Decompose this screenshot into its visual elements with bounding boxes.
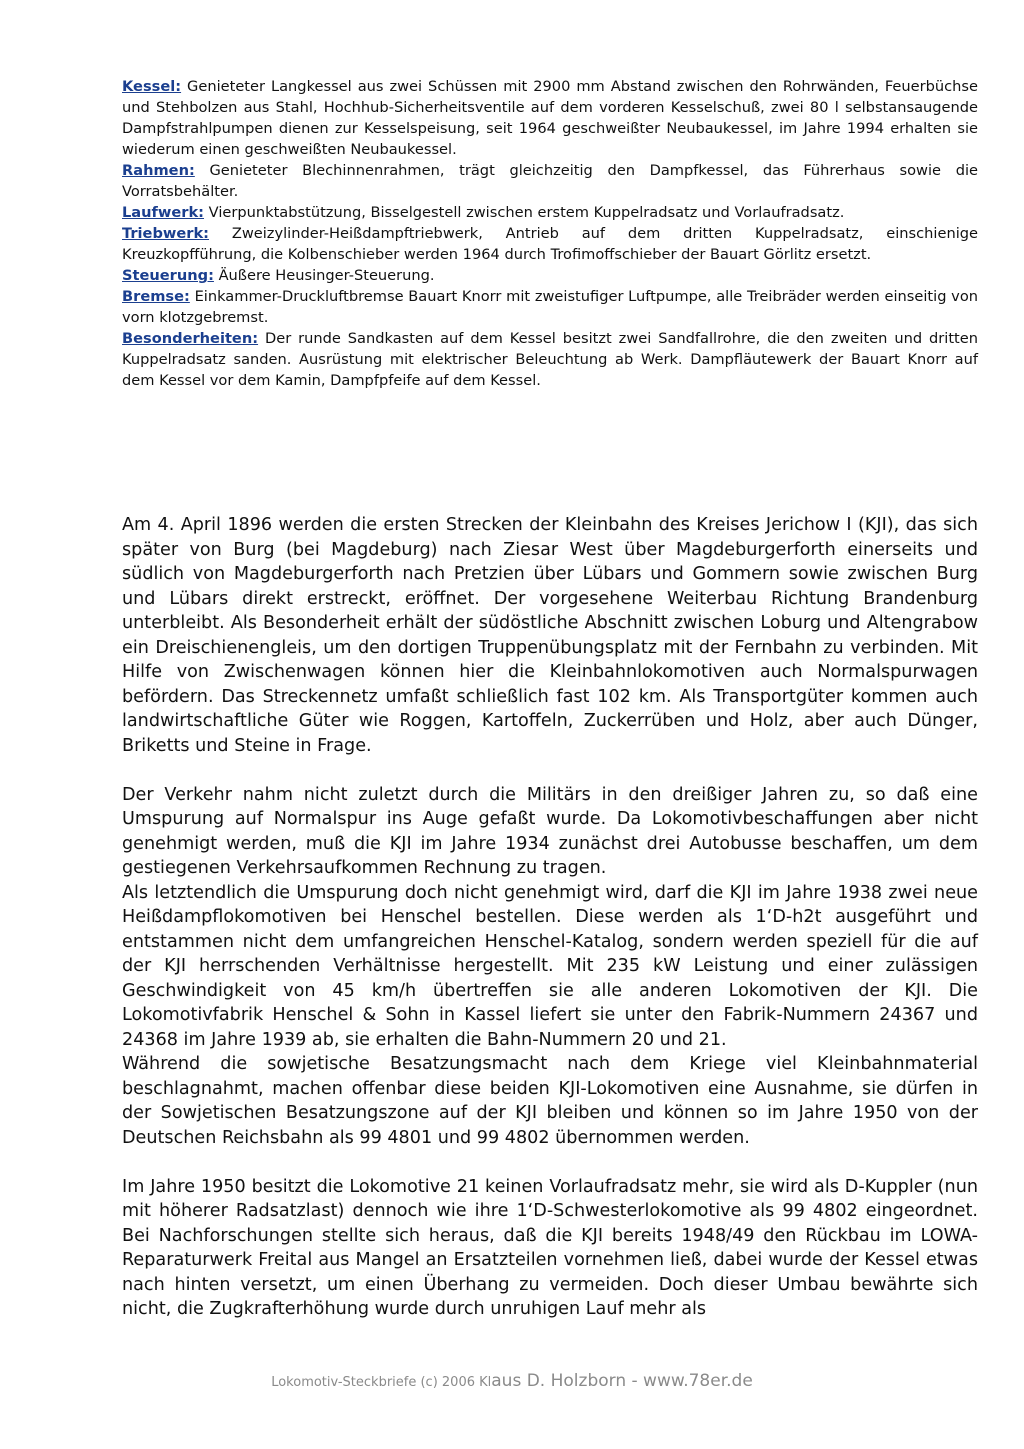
spec-label: Steuerung: xyxy=(122,267,214,284)
article-paragraph: Der Verkehr nahm nicht zuletzt durch die Militärs in den dreißiger Jahren zu, so daß eine Umspurung auf Normalspur ins Auge gefaßt wurde. Da Lokomotivbeschaffungen aber nicht genehmigt werden, muß die KJI im Jahre 1934 zunächst drei Autobusse beschaffen, um dem gestiegenen Verkehrsaufkommen Rechnung zu tragen. xyxy=(122,784,978,878)
spec-bremse xyxy=(122,286,978,328)
spec-steuerung xyxy=(122,265,978,286)
spec-rahmen xyxy=(122,160,978,202)
article-paragraph: Im Jahre 1950 besitzt die Lokomotive 21 keinen Vorlaufradsatz mehr, sie wird als D-Kuppler (nun mit höherer Radsatzlast) dennoch wie ihre 1‘D-Schwesterlokomotive als 99 4802 eingeordnet. Bei Nachforschungen stellte sich heraus, daß die KJI bereits 1948/49 den Rückbau im LOWA-Reparaturwerk Freital aus Mangel an Ersatzteilen vornehmen ließ, dabei wurde der Kessel etwas nach hinten versetzt, um einen Überhang zu vermeiden. Doch dieser Umbau bewährte sich nicht, die Zugkrafterhöhung wurde durch unruhigen Lauf mehr als xyxy=(122,1176,978,1319)
article-paragraph: Als letztendlich die Umspurung doch nicht genehmigt wird, darf die KJI im Jahre 1938 zwei neue Heißdampflokomotiven bei Henschel bestellen. Diese werden als 1‘D-h2t ausgeführt und entstammen nicht dem umfangreichen Henschel-Katalog, sondern werden speziell für die auf der KJI herrschenden Verhältnisse hergestellt. Mit 235 kW Leistung und einer zulässigen Geschwindigkeit von 45 km/h übertreffen sie alle anderen Lokomotiven der KJI. Die Lokomotivfabrik Henschel & Sohn in Kassel liefert sie unter den Fabrik-Nummern 24367 und 24368 im Jahre 1939 ab, sie erhalten die Bahn-Nummern 20 und 21. xyxy=(122,882,978,1050)
spec-kessel xyxy=(122,76,978,160)
spec-laufwerk xyxy=(122,202,978,223)
history-article xyxy=(122,513,978,1322)
spec-besonderheiten xyxy=(122,328,978,391)
footer-credits: Lokomotiv-Steckbriefe (c) 2006 Kl xyxy=(271,1375,492,1390)
spec-label: Rahmen: xyxy=(122,162,195,179)
spec-label: Triebwerk: xyxy=(122,225,210,242)
spec-text: Genieteter Langkessel aus zwei Schüssen mit 2900 mm Abstand zwischen den Rohrwänden, Feuerbüchse und Stehbolzen aus Stahl, Hochhub-Sicherheitsventile auf dem vorderen Kesselschuß, zwei 80 l selbstansaugende Dampfstrahlpumpen dienen zur Kesselspeisung, seit 1964 geschweißter Neubaukessel, im Jahre 1994 erhalten sie wiederum einen geschweißten Neubaukessel. xyxy=(122,78,978,158)
spec-text: Zweizylinder-Heißdampftriebwerk, Antrieb auf dem dritten Kuppelradsatz, einschienige Kreuzkopfführung, die Kolbenschieber werden 1964 durch Trofimoffschieber der Bauart Görlitz ersetzt. xyxy=(122,225,978,263)
spec-label: Besonderheiten: xyxy=(122,330,259,347)
paragraph-spacer xyxy=(122,758,978,783)
spec-text: Einkammer-Druckluftbremse Bauart Knorr mit zweistufiger Luftpumpe, alle Treibräder werden einseitig von vorn klotzgebremst. xyxy=(122,288,978,326)
spec-text: Vierpunktabstützung, Bisselgestell zwischen erstem Kuppelradsatz und Vorlaufradsatz. xyxy=(204,204,845,221)
paragraph-spacer xyxy=(122,1150,978,1175)
spec-label: Bremse: xyxy=(122,288,190,305)
footer-website: aus D. Holzborn - www.78er.de xyxy=(491,1371,753,1391)
spec-text: Der runde Sandkasten auf dem Kessel besitzt zwei Sandfallrohre, die den zweiten und dritten Kuppelradsatz sanden. Ausrüstung mit elektrischer Beleuchtung ab Werk. Dampfläutewerk der Bauart Knorr auf dem Kessel vor dem Kamin, Dampfpfeife auf dem Kessel. xyxy=(122,330,978,389)
spec-text: Genieteter Blechinnenrahmen, trägt gleichzeitig den Dampfkessel, das Führerhaus sowie die Vorratsbehälter. xyxy=(122,162,978,200)
article-paragraph: Während die sowjetische Besatzungsmacht nach dem Kriege viel Kleinbahnmaterial beschlagnahmt, machen offenbar diese beiden KJI-Lokomotiven eine Ausnahme, sie dürfen in der Sowjetischen Besatzungszone auf der KJI bleiben und können so im Jahre 1950 von der Deutschen Reichsbahn als 99 4801 und 99 4802 übernommen werden. xyxy=(122,1054,978,1148)
technical-specifications xyxy=(122,76,978,391)
spec-label: Kessel: xyxy=(122,78,182,95)
article-paragraph: Am 4. April 1896 werden die ersten Strecken der Kleinbahn des Kreises Jerichow I (KJI), das sich später von Burg (bei Magdeburg) nach Ziesar West über Magdeburgerforth einerseits und südlich von Magdeburgerforth nach Pretzien über Lübars und Gommern sowie zwischen Burg und Lübars direkt erstreckt, eröffnet. Der vorgesehene Weiterbau Richtung Brandenburg unterbleibt. Als Besonderheit erhält der südöstliche Abschnitt zwischen Loburg und Altengrabow ein Dreischienengleis, um den dortigen Truppenübungsplatz mit der Fernbahn zu verbinden. Mit Hilfe von Zwischenwagen können hier die Kleinbahnlokomotiven auch Normalspurwagen befördern. Das Streckennetz umfaßt schließlich fast 102 km. Als Transportgüter kommen auch landwirtschaftliche Güter wie Roggen, Kartoffeln, Zuckerrüben und Holz, aber auch Dünger, Briketts und Steine in Frage. xyxy=(122,515,978,756)
spec-triebwerk xyxy=(122,223,978,265)
spec-label: Laufwerk: xyxy=(122,204,205,221)
spec-text: Äußere Heusinger-Steuerung. xyxy=(213,267,435,284)
page-footer xyxy=(0,1371,1024,1391)
